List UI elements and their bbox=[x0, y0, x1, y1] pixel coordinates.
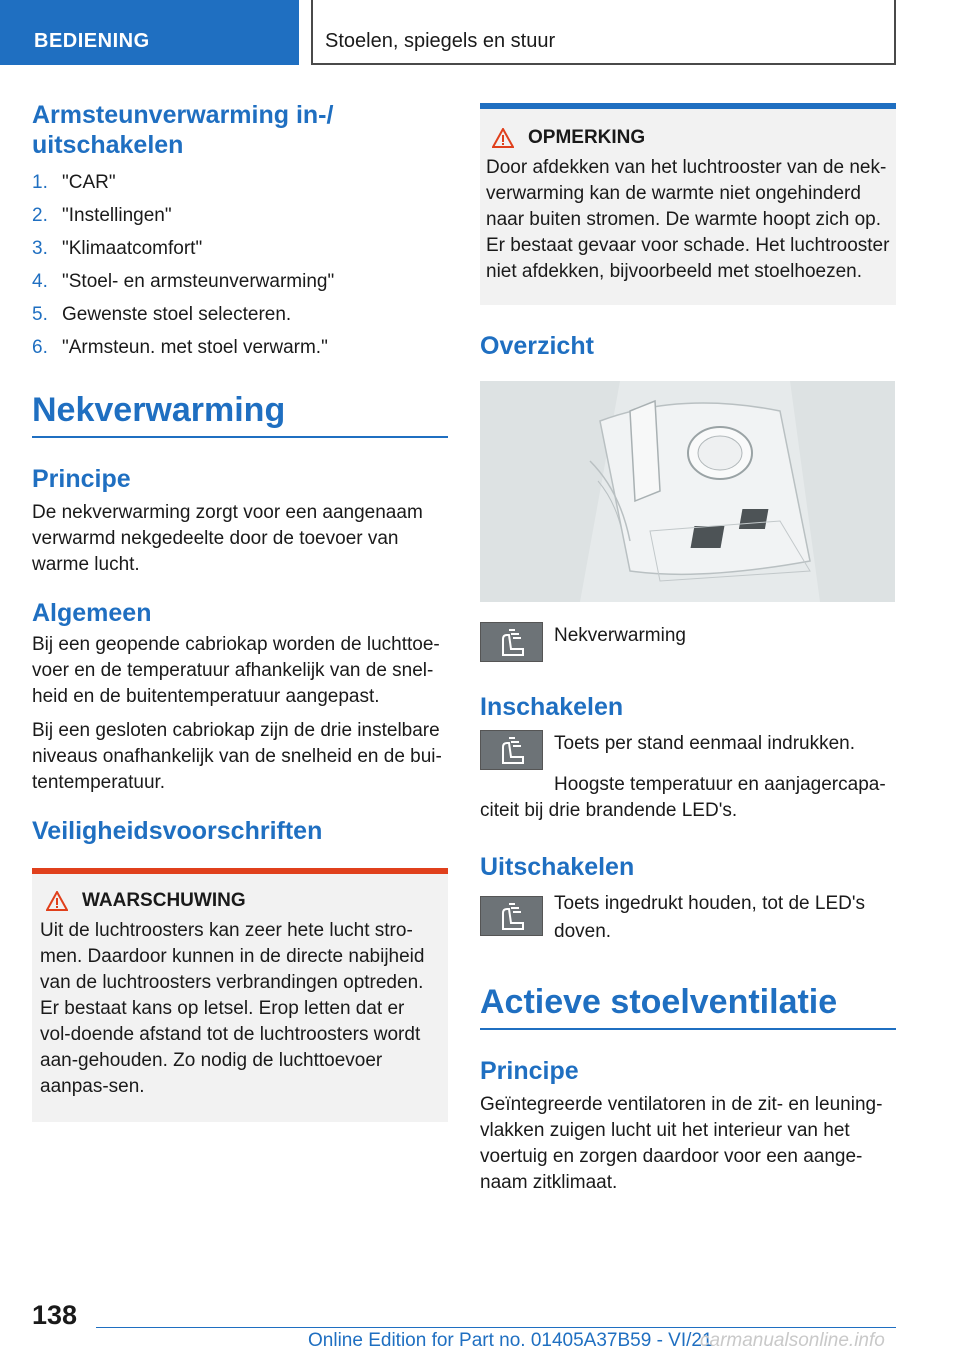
page-number: 138 bbox=[32, 1300, 78, 1330]
overview-heading: Overzicht bbox=[480, 332, 594, 360]
list-item: 5. Gewenste stoel selecteren. bbox=[32, 304, 292, 325]
on-text-1: Toets per stand eenmaal indrukken. bbox=[554, 733, 856, 754]
neck-heating-button-icon bbox=[480, 622, 543, 662]
caution-triangle-icon bbox=[492, 128, 514, 148]
list-item: 3. "Klimaatcomfort" bbox=[32, 238, 203, 259]
note-header bbox=[486, 127, 890, 149]
ventilation-heading: Actieve stoelventilatie bbox=[480, 982, 896, 1030]
armrest-steps bbox=[32, 166, 448, 364]
algemeen-text-1: Bij een geopende cabriokap worden de luchttoe-voer en de temperatuur afhankelijk van de snel-heid en de buitentemperatuur aangepast. bbox=[32, 634, 440, 707]
list-item: 2. "Instellingen" bbox=[32, 205, 172, 226]
warning-text: Uit de luchtroosters kan zeer hete lucht stro-men. Daardoor kunnen in de directe nabijheid van de luchtroosters verbrandingen optreden. Er bestaat kans op letsel. Erop letten dat er vol-doende afstand tot de luchtroosters wordt aan-gehouden. Zo nodig de luchttoevoer aanpas-sen. bbox=[40, 920, 425, 1097]
vent-principe-heading: Principe bbox=[480, 1057, 579, 1085]
off-heading: Uitschakelen bbox=[480, 853, 635, 881]
console-illustration bbox=[480, 381, 895, 602]
footer-divider bbox=[96, 1327, 896, 1328]
overview-caption: Nekverwarming bbox=[554, 625, 686, 646]
on-text-2: Hoogste temperatuur en aanjagercapa-citeit bij drie brandende LED's. bbox=[480, 774, 886, 821]
footer-edition: Online Edition for Part no. 01405A37B59 - VI/21 bbox=[308, 1330, 713, 1351]
vent-principe-text: Geïntegreerde ventilatoren in de zit- en leuning-vlakken zuigen lucht uit het interieur van het voertuig en zorgen daardoor voor een aange-naam zitklimaat. bbox=[480, 1094, 883, 1193]
overview-caption-row bbox=[480, 622, 896, 662]
header-section-tab: BEDIENING bbox=[0, 0, 299, 65]
watermark: carmanualsonline.info bbox=[700, 1330, 885, 1351]
left-column bbox=[32, 100, 448, 1122]
center-console-photo bbox=[480, 381, 895, 602]
on-row bbox=[480, 730, 896, 770]
right-column bbox=[480, 103, 896, 1196]
list-item: 6. "Armsteun. met stoel verwarm." bbox=[32, 337, 328, 358]
warning-label: WAARSCHUWING bbox=[82, 890, 246, 911]
list-item: 1. "CAR" bbox=[32, 172, 116, 193]
off-row bbox=[480, 890, 896, 946]
neck-heating-button-icon bbox=[480, 896, 543, 936]
neck-heating-button-icon bbox=[480, 730, 543, 770]
warning-header bbox=[40, 890, 440, 912]
principe-heading: Principe bbox=[32, 465, 131, 493]
list-item: 4. "Stoel- en armsteunverwarming" bbox=[32, 271, 335, 292]
principe-text: De nekverwarming zorgt voor een aangenaam verwarmd nekgedeelte door de toevoer van warme lucht. bbox=[32, 502, 423, 575]
warning-box bbox=[32, 868, 448, 1122]
algemeen-text-2: Bij een gesloten cabriokap zijn de drie instelbare niveaus onafhankelijk van de snelheid en de bui-tentemperatuur. bbox=[32, 720, 442, 793]
note-label: OPMERKING bbox=[528, 127, 646, 148]
warning-triangle-icon bbox=[46, 891, 68, 911]
neck-heating-heading: Nekverwarming bbox=[32, 390, 448, 438]
off-text: Toets ingedrukt houden, tot de LED's doven. bbox=[554, 893, 865, 942]
safety-heading: Veiligheidsvoorschriften bbox=[32, 817, 323, 845]
algemeen-heading: Algemeen bbox=[32, 599, 152, 627]
header-chapter-title: Stoelen, spiegels en stuur bbox=[311, 0, 896, 65]
note-box bbox=[480, 103, 896, 305]
note-text: Door afdekken van het luchtrooster van de nek-verwarming kan de warmte niet ongehinderd naar buiten stromen. De warmte hoopt zich op. Er bestaat gevaar voor schade. Het luchtrooster niet afdekken, bijvoorbeeld met stoelhoezen. bbox=[486, 157, 890, 282]
armrest-heading: Armsteunverwarming in-/ uitschakelen bbox=[32, 101, 334, 159]
on-heading: Inschakelen bbox=[480, 693, 624, 721]
